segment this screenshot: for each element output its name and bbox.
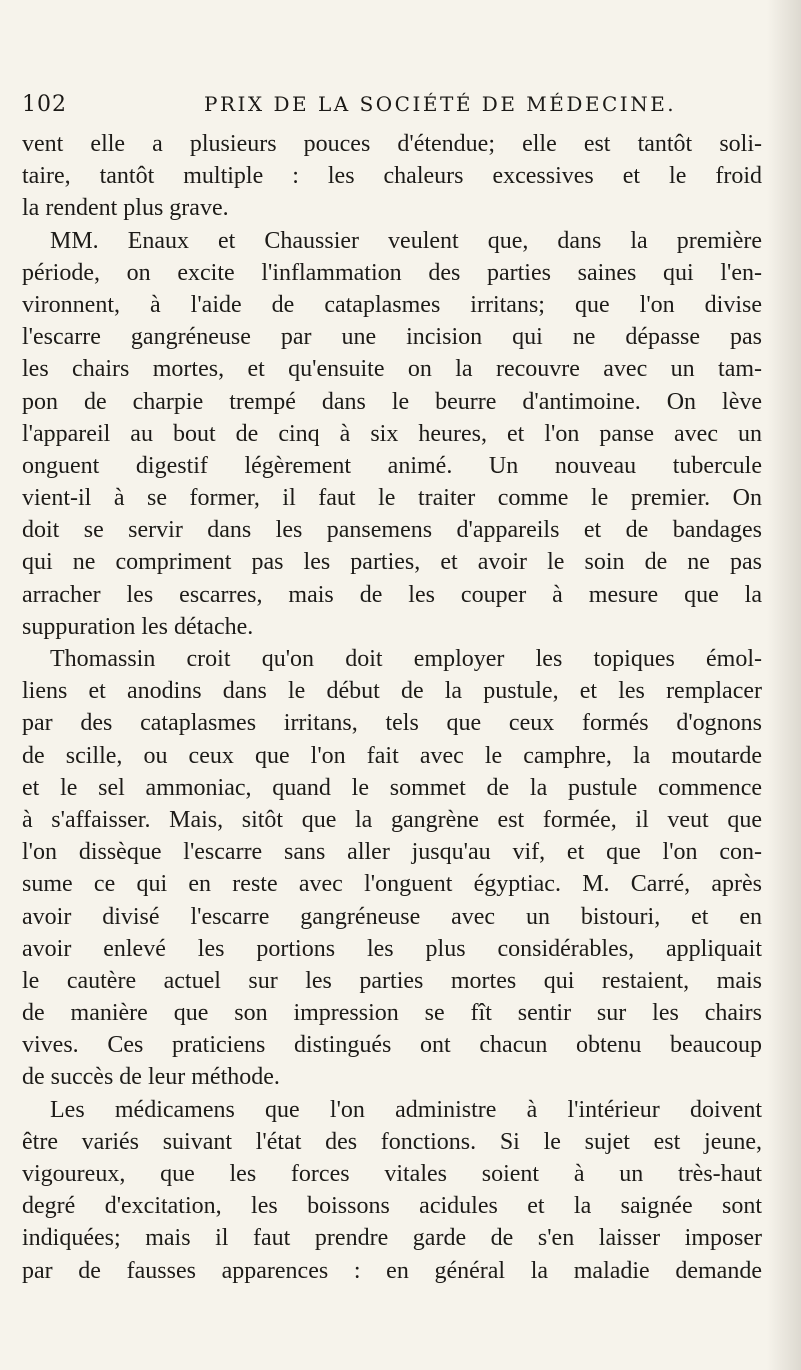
text-line: liens et anodins dans le début de la pustule, et les remplacer (22, 678, 762, 705)
page-edge-shadow (767, 0, 801, 1370)
text-line: l'on dissèque l'escarre sans aller jusqu'au vif, et que l'on con- (22, 839, 762, 866)
running-title: PRIX DE LA SOCIÉTÉ DE MÉDECINE. (204, 92, 677, 116)
text-line: à s'affaisser. Mais, sitôt que la gangrène est formée, il veut que (22, 806, 762, 833)
text-line: degré d'excitation, les boissons acidules et la saignée sont (22, 1193, 762, 1220)
text-line: de scille, ou ceux que l'on fait avec le camphre, la moutarde (22, 742, 762, 769)
text-line: indiquées; mais il faut prendre garde de s'en laisser imposer (22, 1225, 762, 1252)
text-line: Les médicamens que l'on administre à l'intérieur doivent (50, 1096, 762, 1123)
text-line: l'appareil au bout de cinq à six heures, et l'on panse avec un (22, 420, 762, 447)
text-line: suppuration les détache. (22, 613, 254, 640)
text-line: les chairs mortes, et qu'ensuite on la recouvre avec un tam- (22, 356, 762, 383)
text-line: la rendent plus grave. (22, 195, 229, 222)
text-line: vigoureux, que les forces vitales soient à un très-haut (22, 1161, 762, 1187)
text-line: de manière que son impression se fît sentir sur les chairs (22, 1000, 762, 1027)
text-line: arracher les escarres, mais de les couper à mesure que la (22, 581, 762, 608)
text-line: vient-il à se former, il faut le traiter comme le premier. On (22, 485, 762, 512)
body-text (22, 128, 762, 1287)
text-line: Thomassin croit qu'on doit employer les topiques émol- (50, 646, 762, 672)
text-line: et le sel ammoniac, quand le sommet de la pustule commence (22, 774, 762, 801)
text-line: MM. Enaux et Chaussier veulent que, dans la première (50, 227, 762, 254)
text-line: avoir divisé l'escarre gangréneuse avec un bistouri, et en (22, 903, 762, 930)
text-line: par des cataplasmes irritans, tels que ceux formés d'ognons (22, 710, 762, 737)
text-line: doit se servir dans les pansemens d'appareils et de bandages (22, 517, 762, 544)
text-line: taire, tantôt multiple : les chaleurs excessives et le froid (22, 163, 762, 190)
text-line: être variés suivant l'état des fonctions. Si le sujet est jeune, (22, 1128, 762, 1155)
text-line: le cautère actuel sur les parties mortes qui restaient, mais (22, 967, 762, 994)
page-number: 102 (22, 92, 67, 117)
text-line: avoir enlevé les portions les plus considérables, appliquait (22, 935, 762, 962)
text-line: vironnent, à l'aide de cataplasmes irritans; que l'on divise (22, 291, 762, 318)
text-line: par de fausses apparences : en général la maladie demande (22, 1257, 762, 1284)
text-line: l'escarre gangréneuse par une incision qui ne dépasse pas (22, 324, 762, 351)
running-head (22, 92, 742, 122)
text-line: vent elle a plusieurs pouces d'étendue; elle est tantôt soli- (22, 131, 762, 157)
text-line: onguent digestif légèrement animé. Un nouveau tubercule (22, 452, 762, 479)
text-line: de succès de leur méthode. (22, 1064, 280, 1091)
text-line: pon de charpie trempé dans le beurre d'antimoine. On lève (22, 388, 762, 415)
text-line: vives. Ces praticiens distingués ont chacun obtenu beaucoup (22, 1032, 762, 1059)
text-line: période, on excite l'inflammation des parties saines qui l'en- (22, 259, 762, 286)
text-line: sume ce qui en reste avec l'onguent égyptiac. M. Carré, après (22, 871, 762, 898)
text-line: qui ne compriment pas les parties, et avoir le soin de ne pas (22, 549, 762, 576)
